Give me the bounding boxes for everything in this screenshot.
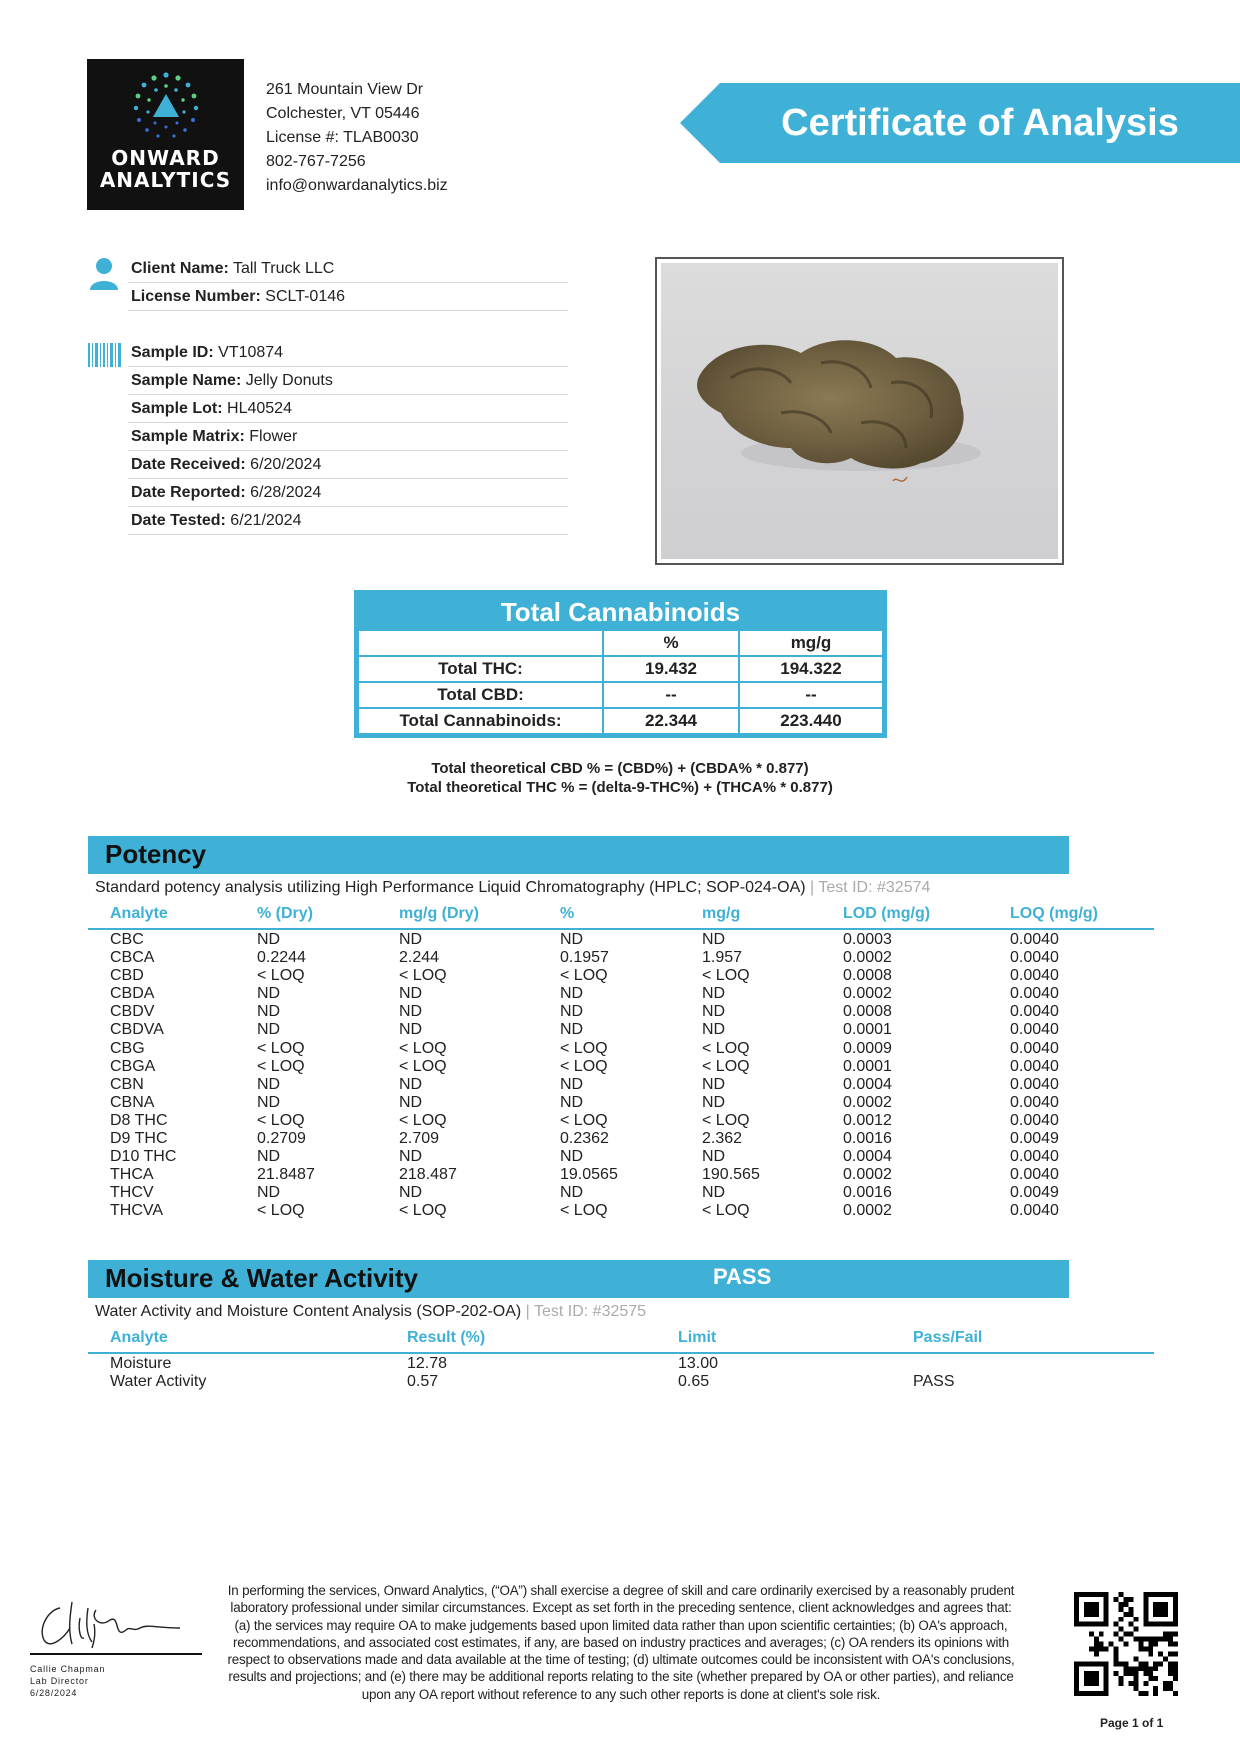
table-cell: < LOQ bbox=[257, 1111, 305, 1129]
table-row bbox=[110, 1021, 1110, 1039]
table-cell: 0.65 bbox=[678, 1373, 710, 1391]
table-cell: < LOQ bbox=[399, 1111, 447, 1129]
potency-title: Potency bbox=[105, 839, 207, 869]
table-row bbox=[110, 1130, 1110, 1148]
table-cell: ND bbox=[257, 985, 281, 1003]
signer-title: Lab Director bbox=[30, 1676, 89, 1686]
table-cell: < LOQ bbox=[257, 1057, 305, 1075]
table-cell: ND bbox=[560, 985, 584, 1003]
lab-license: License #: TLAB0030 bbox=[266, 129, 419, 146]
signer-name: Callie Chapman bbox=[30, 1664, 106, 1674]
table-cell: 0.0002 bbox=[843, 1093, 892, 1111]
table-cell: D8 THC bbox=[110, 1111, 168, 1129]
table-cell: ND bbox=[257, 931, 281, 948]
table-cell: ND bbox=[399, 1148, 423, 1166]
table-cell: ND bbox=[702, 931, 726, 948]
table-cell: 0.0040 bbox=[1010, 1075, 1059, 1093]
table-cell: 190.565 bbox=[702, 1166, 760, 1184]
moisture-status-badge: PASS bbox=[713, 1264, 772, 1289]
table-cell: 218.487 bbox=[399, 1166, 457, 1184]
sample-photo bbox=[655, 257, 1064, 565]
table-cell: < LOQ bbox=[399, 967, 447, 985]
table-cell: < LOQ bbox=[702, 1057, 750, 1075]
table-cell: ND bbox=[702, 1075, 726, 1093]
client-info-list bbox=[128, 255, 568, 311]
table-row bbox=[110, 931, 1110, 949]
table-cell: THCA bbox=[110, 1166, 154, 1184]
table-cell: 19.0565 bbox=[560, 1166, 618, 1184]
moisture-title: Moisture & Water Activity bbox=[105, 1263, 419, 1293]
total-cannabinoids-title: Total Cannabinoids bbox=[357, 593, 884, 629]
tc-row: Total THC: 19.432 194.322 bbox=[358, 656, 883, 682]
table-cell: < LOQ bbox=[257, 1039, 305, 1057]
potency-col-pct: % bbox=[560, 905, 575, 922]
signature-line bbox=[30, 1653, 202, 1655]
formula-cbd: Total theoretical CBD % = (CBD%) + (CBDA% * 0.877) bbox=[431, 760, 809, 777]
logo-name-line2: ANALYTICS bbox=[99, 168, 232, 192]
table-cell: < LOQ bbox=[702, 1202, 750, 1220]
sample-name-row: Sample Name: Jelly Donuts bbox=[128, 367, 568, 395]
table-row bbox=[110, 1003, 1110, 1021]
total-cannabinoids-table bbox=[354, 590, 887, 738]
table-cell: 0.1957 bbox=[560, 949, 609, 967]
table-cell: D9 THC bbox=[110, 1130, 168, 1148]
table-cell: 2.709 bbox=[399, 1130, 440, 1148]
table-row bbox=[110, 949, 1110, 967]
table-cell: ND bbox=[257, 1003, 281, 1021]
table-cell: ND bbox=[702, 1003, 726, 1021]
table-cell: 0.0040 bbox=[1010, 1202, 1059, 1220]
barcode-icon bbox=[88, 343, 121, 367]
table-cell: Moisture bbox=[110, 1355, 172, 1372]
sample-info-list bbox=[128, 339, 568, 535]
qr-code-icon[interactable] bbox=[1074, 1592, 1178, 1696]
table-cell: < LOQ bbox=[560, 1057, 608, 1075]
table-cell: < LOQ bbox=[257, 967, 305, 985]
signer-block bbox=[30, 1663, 105, 1699]
table-cell: ND bbox=[399, 1021, 423, 1039]
table-row bbox=[110, 1094, 1110, 1112]
table-cell: ND bbox=[257, 1075, 281, 1093]
table-cell: 12.78 bbox=[407, 1355, 448, 1372]
table-cell: < LOQ bbox=[399, 1202, 447, 1220]
table-row bbox=[110, 1112, 1110, 1130]
person-icon bbox=[88, 256, 120, 290]
table-cell: 0.0049 bbox=[1010, 1130, 1059, 1148]
table-cell: < LOQ bbox=[399, 1039, 447, 1057]
table-cell: < LOQ bbox=[560, 967, 608, 985]
table-row bbox=[110, 1148, 1110, 1166]
table-cell: 0.0040 bbox=[1010, 985, 1059, 1003]
formula-thc: Total theoretical THC % = (delta-9-THC%) + (THCA% * 0.877) bbox=[407, 779, 833, 796]
table-cell: ND bbox=[560, 1021, 584, 1039]
table-cell: 0.0009 bbox=[843, 1039, 892, 1057]
table-cell: 2.362 bbox=[702, 1130, 743, 1148]
table-cell: 0.0016 bbox=[843, 1184, 892, 1202]
table-cell: CBN bbox=[110, 1075, 144, 1093]
sample-id-row: Sample ID: VT10874 bbox=[128, 339, 568, 367]
table-cell: CBDA bbox=[110, 985, 155, 1003]
moisture-table-body bbox=[110, 1355, 1110, 1391]
table-row bbox=[110, 985, 1110, 1003]
table-cell: 0.0002 bbox=[843, 1202, 892, 1220]
potency-col-lod: LOD (mg/g) bbox=[843, 905, 931, 922]
lab-email: info@onwardanalytics.biz bbox=[266, 177, 448, 194]
page-number: Page 1 of 1 bbox=[1100, 1716, 1164, 1730]
table-cell: ND bbox=[702, 1093, 726, 1111]
table-row bbox=[110, 967, 1110, 985]
signature-image bbox=[30, 1588, 190, 1652]
table-cell: ND bbox=[702, 1148, 726, 1166]
moisture-description: Water Activity and Moisture Content Analysis (SOP-202-OA) | Test ID: #32575 bbox=[95, 1303, 647, 1320]
table-cell: < LOQ bbox=[560, 1111, 608, 1129]
table-cell: 0.0040 bbox=[1010, 967, 1059, 985]
table-cell: 2.244 bbox=[399, 949, 440, 967]
table-cell: 0.0002 bbox=[843, 1166, 892, 1184]
lab-address-block bbox=[266, 78, 448, 198]
table-cell: < LOQ bbox=[560, 1202, 608, 1220]
signed-date: 6/28/2024 bbox=[30, 1688, 78, 1698]
table-cell: 0.0040 bbox=[1010, 1166, 1059, 1184]
table-cell: 0.0016 bbox=[843, 1130, 892, 1148]
table-cell: THCVA bbox=[110, 1202, 164, 1220]
table-cell: 0.0008 bbox=[843, 967, 892, 985]
table-cell: CBGA bbox=[110, 1057, 156, 1075]
potency-header-rule bbox=[88, 928, 1154, 930]
table-cell: 0.0002 bbox=[843, 949, 892, 967]
potency-description: Standard potency analysis utilizing High Performance Liquid Chromatography (HPLC; SOP-024-OA) | Test ID: #32574 bbox=[95, 879, 931, 896]
table-cell: ND bbox=[399, 1003, 423, 1021]
client-license-row: License Number: SCLT-0146 bbox=[128, 283, 568, 311]
table-cell: ND bbox=[560, 1184, 584, 1202]
table-cell: 0.0040 bbox=[1010, 1039, 1059, 1057]
table-cell: 0.0002 bbox=[843, 985, 892, 1003]
client-name-row: Client Name: Tall Truck LLC bbox=[128, 255, 568, 283]
moisture-col-limit: Limit bbox=[678, 1329, 717, 1346]
table-cell: D10 THC bbox=[110, 1148, 177, 1166]
table-cell: ND bbox=[399, 931, 423, 948]
table-row bbox=[110, 1202, 1110, 1220]
table-cell: 0.0001 bbox=[843, 1057, 892, 1075]
table-cell: < LOQ bbox=[702, 967, 750, 985]
lab-phone: 802-767-7256 bbox=[266, 153, 366, 170]
table-cell: ND bbox=[560, 1003, 584, 1021]
logo-mark-icon bbox=[126, 69, 206, 147]
table-cell: ND bbox=[702, 1184, 726, 1202]
table-cell: ND bbox=[257, 1021, 281, 1039]
table-cell: 0.0040 bbox=[1010, 949, 1059, 967]
sample-lot-row: Sample Lot: HL40524 bbox=[128, 395, 568, 423]
table-cell: ND bbox=[257, 1148, 281, 1166]
tc-header-pct: % bbox=[603, 630, 739, 656]
table-cell: 13.00 bbox=[678, 1355, 719, 1372]
flower-bud-image bbox=[661, 263, 1058, 559]
potency-col-analyte: Analyte bbox=[110, 905, 168, 922]
table-cell: ND bbox=[702, 985, 726, 1003]
address-line2: Colchester, VT 05446 bbox=[266, 105, 420, 122]
potency-col-pct-dry: % (Dry) bbox=[257, 905, 314, 922]
table-cell: CBDVA bbox=[110, 1021, 164, 1039]
table-row bbox=[110, 1040, 1110, 1058]
tc-row: Total Cannabinoids: 22.344 223.440 bbox=[358, 708, 883, 734]
table-cell: THCV bbox=[110, 1184, 154, 1202]
table-row bbox=[110, 1166, 1110, 1184]
table-cell: < LOQ bbox=[702, 1111, 750, 1129]
table-cell: 0.0040 bbox=[1010, 1021, 1059, 1039]
table-cell: Water Activity bbox=[110, 1373, 207, 1391]
moisture-col-analyte: Analyte bbox=[110, 1329, 168, 1346]
table-cell: 21.8487 bbox=[257, 1166, 315, 1184]
table-cell: 0.0040 bbox=[1010, 1093, 1059, 1111]
table-cell: ND bbox=[257, 1184, 281, 1202]
table-cell: ND bbox=[399, 1075, 423, 1093]
table-cell: 0.2244 bbox=[257, 949, 306, 967]
table-row bbox=[110, 1184, 1110, 1202]
table-cell: 0.0049 bbox=[1010, 1184, 1059, 1202]
table-row bbox=[110, 1373, 1110, 1391]
table-cell: CBC bbox=[110, 931, 144, 948]
date-reported-row: Date Reported: 6/28/2024 bbox=[128, 479, 568, 507]
date-tested-row: Date Tested: 6/21/2024 bbox=[128, 507, 568, 535]
tc-row: Total CBD: -- -- bbox=[358, 682, 883, 708]
table-cell: ND bbox=[702, 1021, 726, 1039]
potency-col-loq: LOQ (mg/g) bbox=[1010, 905, 1098, 922]
table-cell: 0.0040 bbox=[1010, 1148, 1059, 1166]
table-cell: ND bbox=[560, 1093, 584, 1111]
table-cell: ND bbox=[560, 931, 584, 948]
table-cell: 0.2362 bbox=[560, 1130, 609, 1148]
tc-header-mgg: mg/g bbox=[739, 630, 883, 656]
table-cell: CBG bbox=[110, 1039, 145, 1057]
table-row bbox=[110, 1058, 1110, 1076]
potency-table-body bbox=[110, 931, 1110, 1221]
table-cell: 0.0012 bbox=[843, 1111, 892, 1129]
moisture-header-rule bbox=[88, 1352, 1154, 1354]
table-cell: ND bbox=[560, 1148, 584, 1166]
table-cell: CBNA bbox=[110, 1093, 155, 1111]
table-cell: 0.0001 bbox=[843, 1021, 892, 1039]
table-cell: < LOQ bbox=[257, 1202, 305, 1220]
table-cell: 0.0004 bbox=[843, 1148, 892, 1166]
table-cell: 0.0040 bbox=[1010, 1111, 1059, 1129]
lab-logo bbox=[87, 59, 244, 210]
logo-name-line1: ONWARD bbox=[111, 146, 220, 170]
table-cell: 0.57 bbox=[407, 1373, 439, 1391]
table-row bbox=[110, 1076, 1110, 1094]
table-cell: < LOQ bbox=[702, 1039, 750, 1057]
table-cell: ND bbox=[560, 1075, 584, 1093]
table-cell: 0.0040 bbox=[1010, 1057, 1059, 1075]
potency-col-mgg: mg/g bbox=[702, 905, 741, 922]
table-cell: < LOQ bbox=[560, 1039, 608, 1057]
table-cell: 1.957 bbox=[702, 949, 743, 967]
table-cell: CBDV bbox=[110, 1003, 155, 1021]
table-row bbox=[110, 1355, 1110, 1373]
document-title: Certificate of Analysis bbox=[781, 102, 1179, 144]
table-cell: CBCA bbox=[110, 949, 155, 967]
legal-disclaimer: In performing the services, Onward Analytics, (“OA”) shall exercise a degree of skill and care ordinarily exercised by a reasonably prudent laboratory professional under similar circumstances. Except as set forth in the preceding sentence, client acknowledges and agrees that: (a) the services may require OA to make judgements based upon limited data rather than upon scientific certainties; (b) OA's approach, recommendations, and associated cost estimates, if any, are based on industry practices and averages; (c) OA renders its opinions with respect to observations made and data available at the time of testing; (d) ultimate outcomes could be inconsistent with OA's conclusions, results and projections; and (e) there may be additional reports relating to the site (whether prepared by OA or other parties), and reliance upon any OA report without reference to any such other reports is done at client's sole risk. bbox=[227, 1583, 1015, 1702]
table-cell: 0.2709 bbox=[257, 1130, 306, 1148]
table-cell: ND bbox=[399, 985, 423, 1003]
table-cell: ND bbox=[399, 1093, 423, 1111]
table-cell: 0.0040 bbox=[1010, 931, 1059, 948]
moisture-col-result: Result (%) bbox=[407, 1329, 486, 1346]
table-cell: PASS bbox=[913, 1373, 955, 1391]
table-cell: ND bbox=[399, 1184, 423, 1202]
sample-matrix-row: Sample Matrix: Flower bbox=[128, 423, 568, 451]
table-cell: 0.0004 bbox=[843, 1075, 892, 1093]
table-cell: ND bbox=[257, 1093, 281, 1111]
table-cell: < LOQ bbox=[399, 1057, 447, 1075]
date-received-row: Date Received: 6/20/2024 bbox=[128, 451, 568, 479]
table-cell: CBD bbox=[110, 967, 144, 985]
table-cell: 0.0040 bbox=[1010, 1003, 1059, 1021]
potency-col-mgg-dry: mg/g (Dry) bbox=[399, 905, 479, 922]
moisture-col-passfail: Pass/Fail bbox=[913, 1329, 983, 1346]
table-cell: 0.0003 bbox=[843, 931, 892, 948]
address-line1: 261 Mountain View Dr bbox=[266, 81, 424, 98]
table-cell: 0.0008 bbox=[843, 1003, 892, 1021]
